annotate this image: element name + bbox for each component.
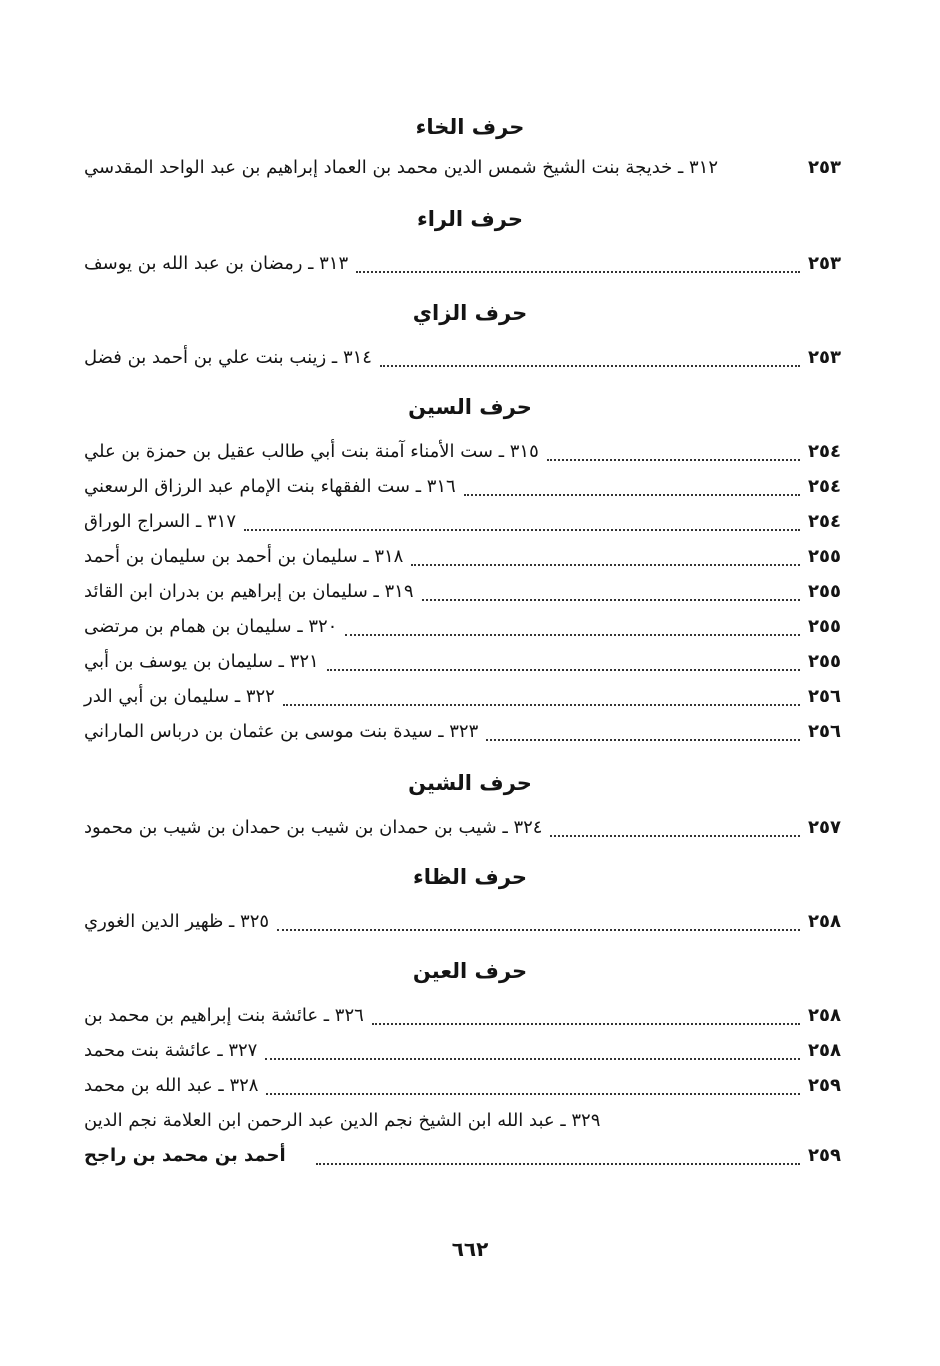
entry-title: ٣١٥ ـ ست الأمناء آمنة بنت أبي طالب عقيل بن حمزة بن علي: [84, 441, 539, 462]
entry-page: ٢٥٣: [808, 253, 841, 274]
entry-page: ٢٥٦: [808, 721, 841, 742]
leader-dots: [356, 271, 800, 273]
leader-dots: [372, 1023, 800, 1025]
entry-page: ٢٥٣: [808, 347, 841, 368]
leader-dots: [380, 365, 800, 367]
index-entry: [80, 1033, 860, 1068]
entry-page: ٢٥٩: [808, 1075, 841, 1096]
entry-page: ٢٥٣: [808, 157, 841, 178]
section-heading-dha: [80, 862, 860, 892]
leader-dots: [486, 739, 800, 741]
section-heading-shin: [80, 768, 860, 798]
entry-title: ٣١٧ ـ السراج الوراق: [84, 511, 236, 532]
index-entry: [80, 150, 860, 185]
section-heading-ayn: [80, 956, 860, 986]
index-entry: [80, 574, 860, 609]
section-heading: حرف الزاي: [412, 301, 528, 325]
leader-dots: [345, 634, 800, 636]
page-number: ٦٦٢: [451, 1237, 489, 1261]
leader-dots: [283, 704, 800, 706]
entry-title: ٣١٩ ـ سليمان بن إبراهيم بن بدران ابن القائد: [84, 581, 414, 602]
entries-ayn: [80, 998, 860, 1173]
entry-title: ٣٢٠ ـ سليمان بن همام بن مرتضى: [84, 616, 338, 637]
section-heading: حرف الظاء: [412, 865, 528, 889]
index-entry: [80, 434, 860, 469]
index-entry: [80, 469, 860, 504]
entry-title: ٣١٢ ـ خديجة بنت الشيخ شمس الدين محمد بن العماد إبراهيم بن عبد الواحد المقدسي: [84, 157, 719, 178]
entry-page: ٢٥٦: [808, 686, 841, 707]
entry-title: ٣٢٤ ـ شيب بن حمدان بن شيب بن حمدان بن شيب بن محمود: [84, 817, 543, 838]
index-entry: [80, 998, 860, 1033]
leader-dots: [547, 459, 800, 461]
entry-page: ٢٥٥: [808, 546, 841, 567]
section-heading: حرف السين: [408, 395, 532, 419]
entry-page: ٢٥٤: [808, 511, 841, 532]
index-entry: [80, 810, 860, 845]
entry-title-continuation: أحمد بن محمد بن راجح: [84, 1145, 286, 1166]
index-entry-continuation: [80, 1138, 860, 1173]
section-heading-zay: [80, 298, 860, 328]
entry-page: ٢٥٥: [808, 616, 841, 637]
index-entry: [80, 904, 860, 939]
entry-page: ٢٥٨: [808, 911, 841, 932]
leader-dots: [422, 599, 800, 601]
entry-page: ٢٥٤: [808, 441, 841, 462]
leader-dots: [316, 1163, 800, 1165]
entry-page: ٢٥٥: [808, 581, 841, 602]
section-heading-kha: [80, 112, 860, 142]
entry-page: ٢٥٧: [808, 817, 841, 838]
entries-sin: [80, 434, 860, 749]
index-entry: [80, 679, 860, 714]
entry-title: ٣٢٢ ـ سليمان بن أبي الدر: [84, 686, 275, 707]
index-entry: [80, 539, 860, 574]
index-entry: [80, 1068, 860, 1103]
entry-page: ٢٥٨: [808, 1005, 841, 1026]
entry-title: ٣١٦ ـ ست الفقهاء بنت الإمام عبد الرزاق الرسعني: [84, 476, 456, 497]
leader-dots: [464, 494, 800, 496]
leader-dots: [277, 929, 800, 931]
index-entry: [80, 504, 860, 539]
section-heading: حرف الراء: [417, 207, 523, 231]
entries-zay: [80, 340, 860, 375]
index-entry: [80, 609, 860, 644]
entry-title: ٣٢٥ ـ ظهير الدين الغوري: [84, 911, 270, 932]
entries-dha: [80, 904, 860, 939]
entry-title: ٣٢٣ ـ سيدة بنت موسى بن عثمان بن درباس الماراني: [84, 721, 479, 742]
entries-shin: [80, 810, 860, 845]
leader-dots: [327, 669, 800, 671]
entries-kha: [80, 150, 860, 185]
entry-title: ٣٢١ ـ سليمان بن يوسف بن أبي: [84, 651, 319, 672]
entry-title: ٣٢٩ ـ عبد الله ابن الشيخ نجم الدين عبد الرحمن ابن العلامة نجم الدين: [84, 1110, 601, 1131]
leader-dots: [265, 1058, 800, 1060]
entry-page: ٢٥٤: [808, 476, 841, 497]
entry-title: ٣٢٦ ـ عائشة بنت إبراهيم بن محمد بن: [84, 1005, 364, 1026]
leader-dots: [550, 835, 800, 837]
index-entry: [80, 340, 860, 375]
entry-title: ٣١٨ ـ سليمان بن أحمد بن سليمان بن أحمد: [84, 546, 404, 567]
index-entry: [80, 714, 860, 749]
leader-dots: [244, 529, 800, 531]
index-entry: [80, 246, 860, 281]
entry-title: ٣٢٧ ـ عائشة بنت محمد: [84, 1040, 258, 1061]
section-heading: حرف العين: [412, 959, 528, 983]
section-heading-ra: [80, 204, 860, 234]
entries-ra: [80, 246, 860, 281]
index-entry: [80, 644, 860, 679]
entry-title: ٣١٤ ـ زينب بنت علي بن أحمد بن فضل: [84, 347, 372, 368]
leader-dots: [411, 564, 800, 566]
entry-title: ٣١٣ ـ رمضان بن عبد الله بن يوسف: [84, 253, 349, 274]
entry-title: ٣٢٨ ـ عبد الله بن محمد: [84, 1075, 259, 1096]
section-heading: حرف الشين: [408, 771, 532, 795]
index-entry: [80, 1103, 860, 1138]
entry-page: ٢٥٥: [808, 651, 841, 672]
entry-page: ٢٥٨: [808, 1040, 841, 1061]
section-heading: حرف الخاء: [415, 115, 525, 139]
entry-page: ٢٥٩: [808, 1145, 841, 1166]
section-heading-sin: [80, 392, 860, 422]
leader-dots: [266, 1093, 800, 1095]
